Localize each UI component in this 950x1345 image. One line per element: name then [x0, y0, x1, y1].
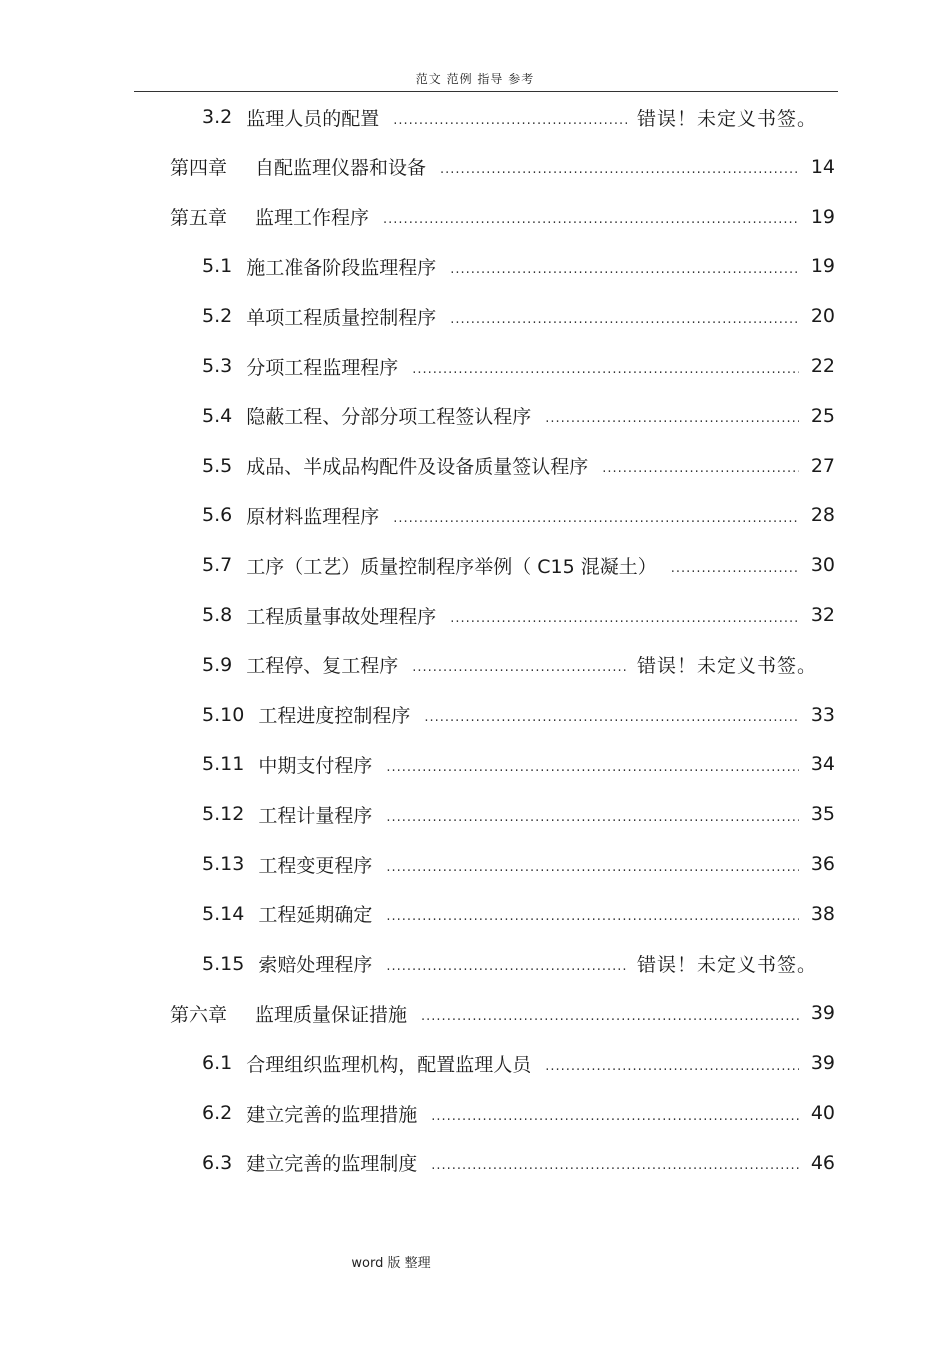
page-footer: word 版 整理	[351, 1256, 431, 1271]
toc-entry-number: 5.2	[202, 305, 233, 328]
toc-entry[interactable]	[202, 739, 835, 789]
toc-entry-page: 35	[810, 803, 835, 826]
toc-entry-title: 工程停、复工程序	[246, 655, 399, 678]
toc-entry[interactable]	[202, 889, 835, 939]
toc-entry-page: 19	[810, 255, 835, 278]
toc-dot-leader	[602, 461, 799, 476]
toc-dot-leader	[671, 561, 799, 576]
toc-dot-leader	[386, 860, 799, 875]
toc-entry-page: 33	[810, 703, 835, 726]
toc-entry[interactable]	[202, 540, 835, 590]
toc-entry-title: 工程延期确定	[258, 904, 373, 927]
toc-entry-number: 第四章	[170, 157, 228, 180]
toc-dot-leader	[450, 611, 799, 626]
toc-dot-leader	[431, 1109, 799, 1124]
toc-entry-title: 工程进度控制程序	[258, 705, 411, 728]
toc-entry-title: 工程变更程序	[258, 854, 373, 877]
toc-dot-leader	[450, 262, 799, 277]
toc-entry-page: 20	[810, 305, 835, 328]
toc-dot-leader	[424, 710, 799, 725]
toc-entry-title: 成品、半成品构配件及设备质量签认程序	[246, 456, 589, 479]
toc-dot-leader	[412, 362, 799, 377]
toc-entry[interactable]	[202, 341, 835, 391]
toc-entry[interactable]	[202, 391, 835, 441]
toc-entry-page: 39	[810, 1002, 835, 1025]
toc-entry[interactable]	[202, 441, 835, 491]
toc-entry-number: 5.15	[202, 952, 245, 975]
toc-entry-page: 36	[810, 853, 835, 875]
toc-entry-number: 6.2	[202, 1102, 233, 1124]
toc-entry-page: 46	[810, 1151, 835, 1174]
toc-entry-title: 索赔处理程序	[258, 954, 373, 977]
toc-entry-page: 40	[810, 1102, 835, 1124]
toc-entry-number: 5.5	[202, 454, 233, 477]
toc-entry[interactable]	[202, 1088, 835, 1138]
toc-dot-leader	[393, 511, 799, 526]
toc-entry-page: 38	[810, 902, 835, 925]
toc-entry-number: 5.4	[202, 404, 233, 427]
toc-entry-number: 5.14	[202, 902, 245, 925]
toc-entry-title: 合理组织监理机构，配置监理人员	[246, 1053, 532, 1076]
toc-entry-title: 工程计量程序	[258, 804, 373, 827]
toc-entry[interactable]	[170, 192, 835, 242]
toc-entry-title: 分项工程监理程序	[246, 356, 399, 379]
toc-entry-number: 5.9	[202, 653, 233, 676]
toc-entry-title: 自配监理仪器和设备	[255, 157, 427, 180]
toc-entry[interactable]	[202, 1038, 835, 1088]
toc-entry[interactable]	[202, 690, 835, 740]
toc-entry-title: 中期支付程序	[258, 754, 373, 777]
toc-dot-leader	[450, 312, 799, 327]
toc-dot-leader	[545, 411, 799, 426]
toc-entry-title: 建立完善的监理制度	[246, 1153, 418, 1176]
toc-entry-page: 19	[810, 205, 835, 228]
toc-dot-leader	[412, 660, 627, 675]
toc-dot-leader	[421, 1009, 799, 1024]
toc-entry-title: 单项工程质量控制程序	[246, 306, 437, 329]
page-header: 范文 范例 指导 参考	[415, 72, 535, 86]
toc-entry[interactable]	[170, 142, 835, 192]
toc-entry-page: 39	[810, 1052, 835, 1075]
toc-entry[interactable]	[170, 988, 835, 1038]
toc-entry-page: 30	[810, 554, 835, 577]
toc-entry-title: 建立完善的监理措施	[246, 1103, 418, 1126]
toc-entry[interactable]	[202, 839, 835, 889]
toc-entry-title: 监理人员的配置	[246, 107, 380, 130]
toc-entry-page: 25	[810, 404, 835, 427]
toc-entry-number: 5.11	[202, 753, 245, 776]
toc-dot-leader	[386, 909, 799, 924]
toc-dot-leader	[386, 810, 799, 825]
toc-entry-title: 隐蔽工程、分部分项工程签认程序	[246, 406, 532, 429]
toc-entry[interactable]	[202, 291, 835, 341]
toc-dot-leader	[440, 162, 799, 177]
toc-dot-leader	[393, 113, 627, 128]
toc-dot-leader	[383, 212, 799, 227]
toc-entry[interactable]	[202, 490, 835, 540]
toc-entry[interactable]	[202, 939, 817, 989]
toc-entry-number: 5.10	[202, 703, 245, 726]
toc-entry-number: 5.1	[202, 255, 233, 278]
toc-entry-number: 5.12	[202, 803, 245, 826]
toc-entry-page: 14	[810, 155, 835, 178]
toc-dot-leader	[386, 959, 627, 974]
toc-entry-page: 错误！未定义书签。	[636, 107, 817, 130]
toc-entry-page: 错误！未定义书签。	[636, 655, 817, 678]
toc-entry[interactable]	[202, 92, 817, 142]
toc-entry-page: 28	[810, 504, 835, 527]
toc-entry-number: 6.1	[202, 1052, 233, 1075]
toc-entry-page: 34	[810, 753, 835, 776]
toc-entry[interactable]	[202, 241, 835, 291]
toc-entry-number: 3.2	[202, 106, 233, 128]
toc-entry[interactable]	[202, 640, 817, 690]
toc-entry-title: 原材料监理程序	[246, 505, 380, 528]
toc-dot-leader	[431, 1158, 799, 1173]
toc-entry-title: 工序（工艺）质量控制程序举例（ C15 混凝土）	[246, 555, 657, 578]
toc-entry-number: 5.3	[202, 355, 233, 377]
toc-entry-page: 27	[810, 454, 835, 477]
toc-entry-number: 第六章	[170, 1003, 228, 1026]
toc-dot-leader	[386, 760, 799, 775]
toc-entry[interactable]	[202, 590, 835, 640]
toc-entry-page: 22	[810, 355, 835, 377]
toc-entry-number: 5.6	[202, 504, 233, 527]
toc-entry[interactable]	[202, 1138, 835, 1188]
toc-entry-title: 施工准备阶段监理程序	[246, 256, 437, 279]
toc-entry-title: 工程质量事故处理程序	[246, 605, 437, 628]
toc-entry-title: 监理工作程序	[255, 207, 370, 230]
toc-entry-page: 错误！未定义书签。	[636, 954, 817, 977]
toc-entry-number: 5.13	[202, 853, 245, 875]
toc-entry-number: 第五章	[170, 207, 228, 230]
toc-entry-number: 5.8	[202, 604, 233, 626]
toc-entry-number: 6.3	[202, 1151, 233, 1174]
toc-entry-number: 5.7	[202, 554, 233, 577]
toc-dot-leader	[545, 1059, 799, 1074]
toc-entry-page: 32	[810, 604, 835, 626]
toc-entry[interactable]	[202, 789, 835, 839]
toc-entry-title: 监理质量保证措施	[255, 1003, 408, 1026]
